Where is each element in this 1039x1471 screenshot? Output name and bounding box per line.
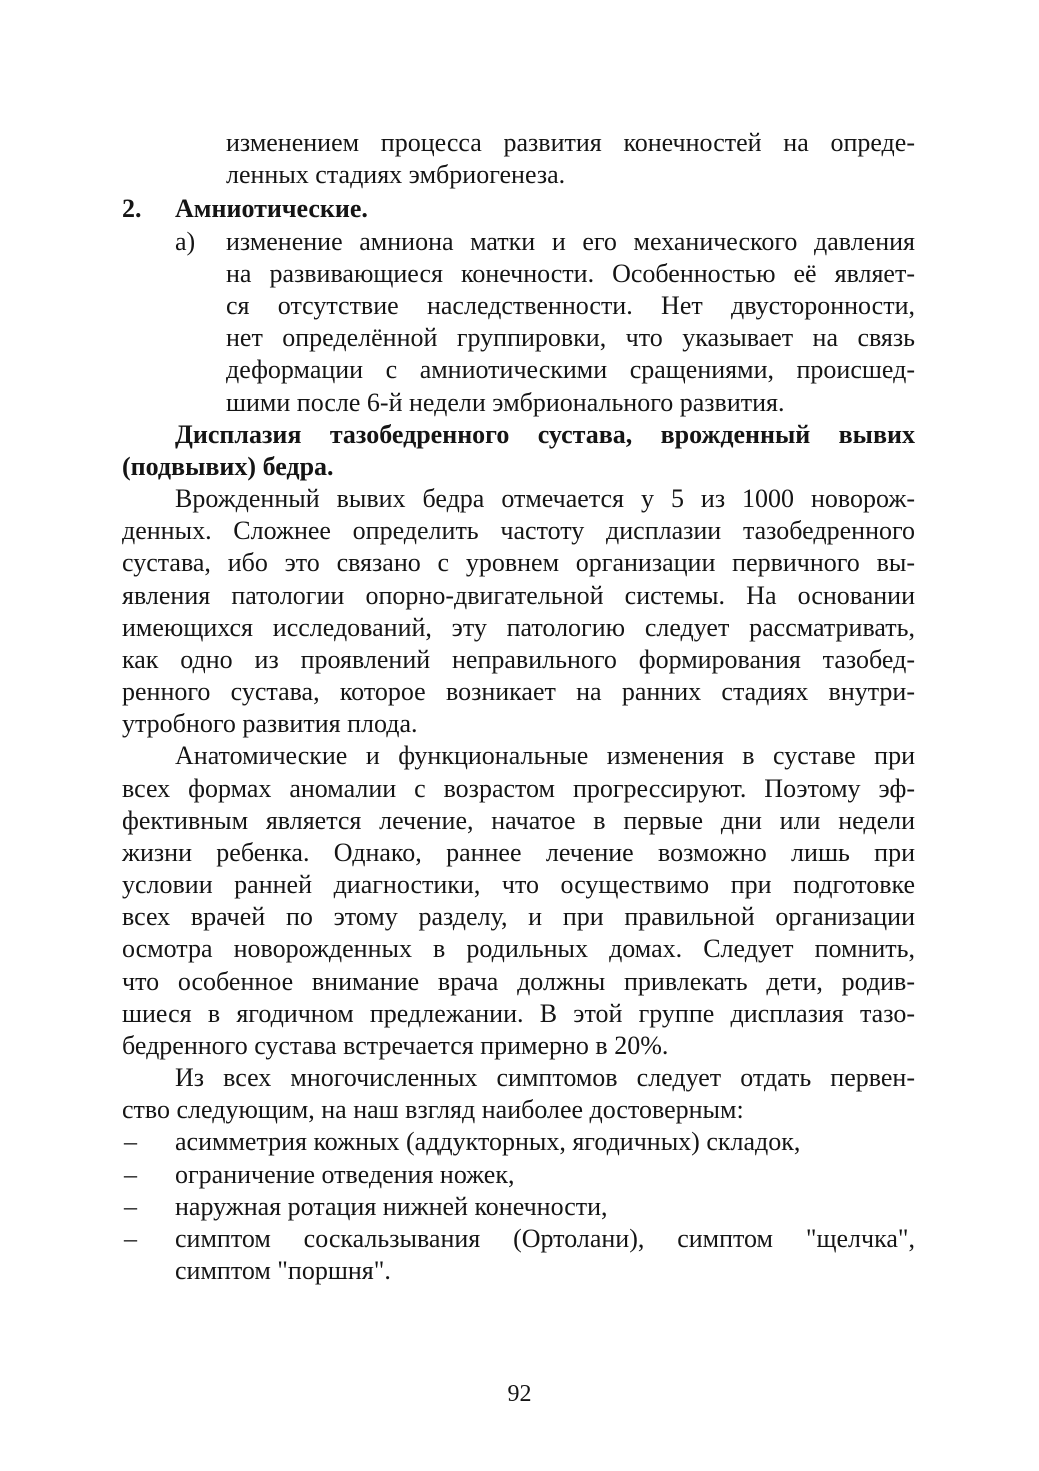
paragraph-line: Из всех многочисленных симптомов следует отдать первен- bbox=[175, 1063, 915, 1092]
paragraph-line: Анатомические и функциональные изменения в суставе при bbox=[175, 741, 915, 770]
paragraph-line: шиеся в ягодичном предлежании. В этой группе дисплазия тазо- bbox=[122, 999, 915, 1028]
paragraph-line: бедренного сустава встречается примерно в 20%. bbox=[122, 1031, 669, 1060]
item-line: деформации с амниотическими сращениями, происшед- bbox=[226, 355, 915, 384]
list-dash: – bbox=[124, 1224, 137, 1253]
paragraph-line: сустава, ибо это связано с уровнем организации первичного вы- bbox=[122, 548, 915, 577]
list-item: симптом соскальзывания (Ортолани), симптом "щелчка", bbox=[175, 1224, 915, 1253]
list-item: ограничение отведения ножек, bbox=[175, 1160, 515, 1189]
paragraph-line: жизни ребенка. Однако, раннее лечение возможно лишь при bbox=[122, 838, 915, 867]
intro-line: изменением процесса развития конечностей на опреде- bbox=[226, 128, 915, 157]
list-dash: – bbox=[124, 1127, 137, 1156]
item-line: шими после 6-й недели эмбрионального развития. bbox=[226, 388, 785, 417]
paragraph-line: всех формах аномалии с возрастом прогрессируют. Поэтому эф- bbox=[122, 774, 915, 803]
paragraph-line: условии ранней диагностики, что осуществимо при подготовке bbox=[122, 870, 915, 899]
paragraph-line: фективным является лечение, начатое в первые дни или недели bbox=[122, 806, 915, 835]
paragraph-line: что особенное внимание врача должны привлекать дети, родив- bbox=[122, 967, 915, 996]
section-heading: Дисплазия тазобедренного сустава, врожденный вывих bbox=[175, 420, 915, 449]
list-dash: – bbox=[124, 1192, 137, 1221]
paragraph-line: утробного развития плода. bbox=[122, 709, 418, 738]
list-item: асимметрия кожных (аддукторных, ягодичных) складок, bbox=[175, 1127, 801, 1156]
item-marker: а) bbox=[175, 227, 196, 256]
paragraph-line: ренного сустава, которое возникает на ранних стадиях внутри- bbox=[122, 677, 915, 706]
section-title: Амниотические. bbox=[175, 194, 368, 223]
list-item: наружная ротация нижней конечности, bbox=[175, 1192, 608, 1221]
paragraph-line: осмотра новорожденных в родильных домах. Следует помнить, bbox=[122, 934, 915, 963]
page-number: 92 bbox=[507, 1381, 532, 1407]
item-line: изменение амниона матки и его механического давления bbox=[226, 227, 915, 256]
section-number: 2. bbox=[122, 194, 142, 223]
list-dash: – bbox=[124, 1160, 137, 1189]
item-line: на развивающиеся конечности. Особенностью её являет- bbox=[226, 259, 915, 288]
paragraph-line: явления патологии опорно-двигательной системы. На основании bbox=[122, 581, 915, 610]
list-item: симптом "поршня". bbox=[175, 1256, 391, 1285]
item-line: нет определённой группировки, что указывает на связь bbox=[226, 323, 915, 352]
paragraph-line: Врожденный вывих бедра отмечается у 5 из 1000 новорож- bbox=[175, 484, 915, 513]
item-line: ся отсутствие наследственности. Нет двусторонности, bbox=[226, 291, 915, 320]
paragraph-line: всех врачей по этому разделу, и при правильной организации bbox=[122, 902, 915, 931]
intro-line: ленных стадиях эмбриогенеза. bbox=[226, 160, 566, 189]
paragraph-line: ство следующим, на наш взгляд наиболее достоверным: bbox=[122, 1095, 744, 1124]
paragraph-line: имеющихся исследований, эту патологию следует рассматривать, bbox=[122, 613, 915, 642]
paragraph-line: денных. Сложнее определить частоту дисплазии тазобедренного bbox=[122, 516, 915, 545]
paragraph-line: как одно из проявлений неправильного формирования тазобед- bbox=[122, 645, 915, 674]
section-heading: (подвывих) бедра. bbox=[122, 452, 334, 481]
